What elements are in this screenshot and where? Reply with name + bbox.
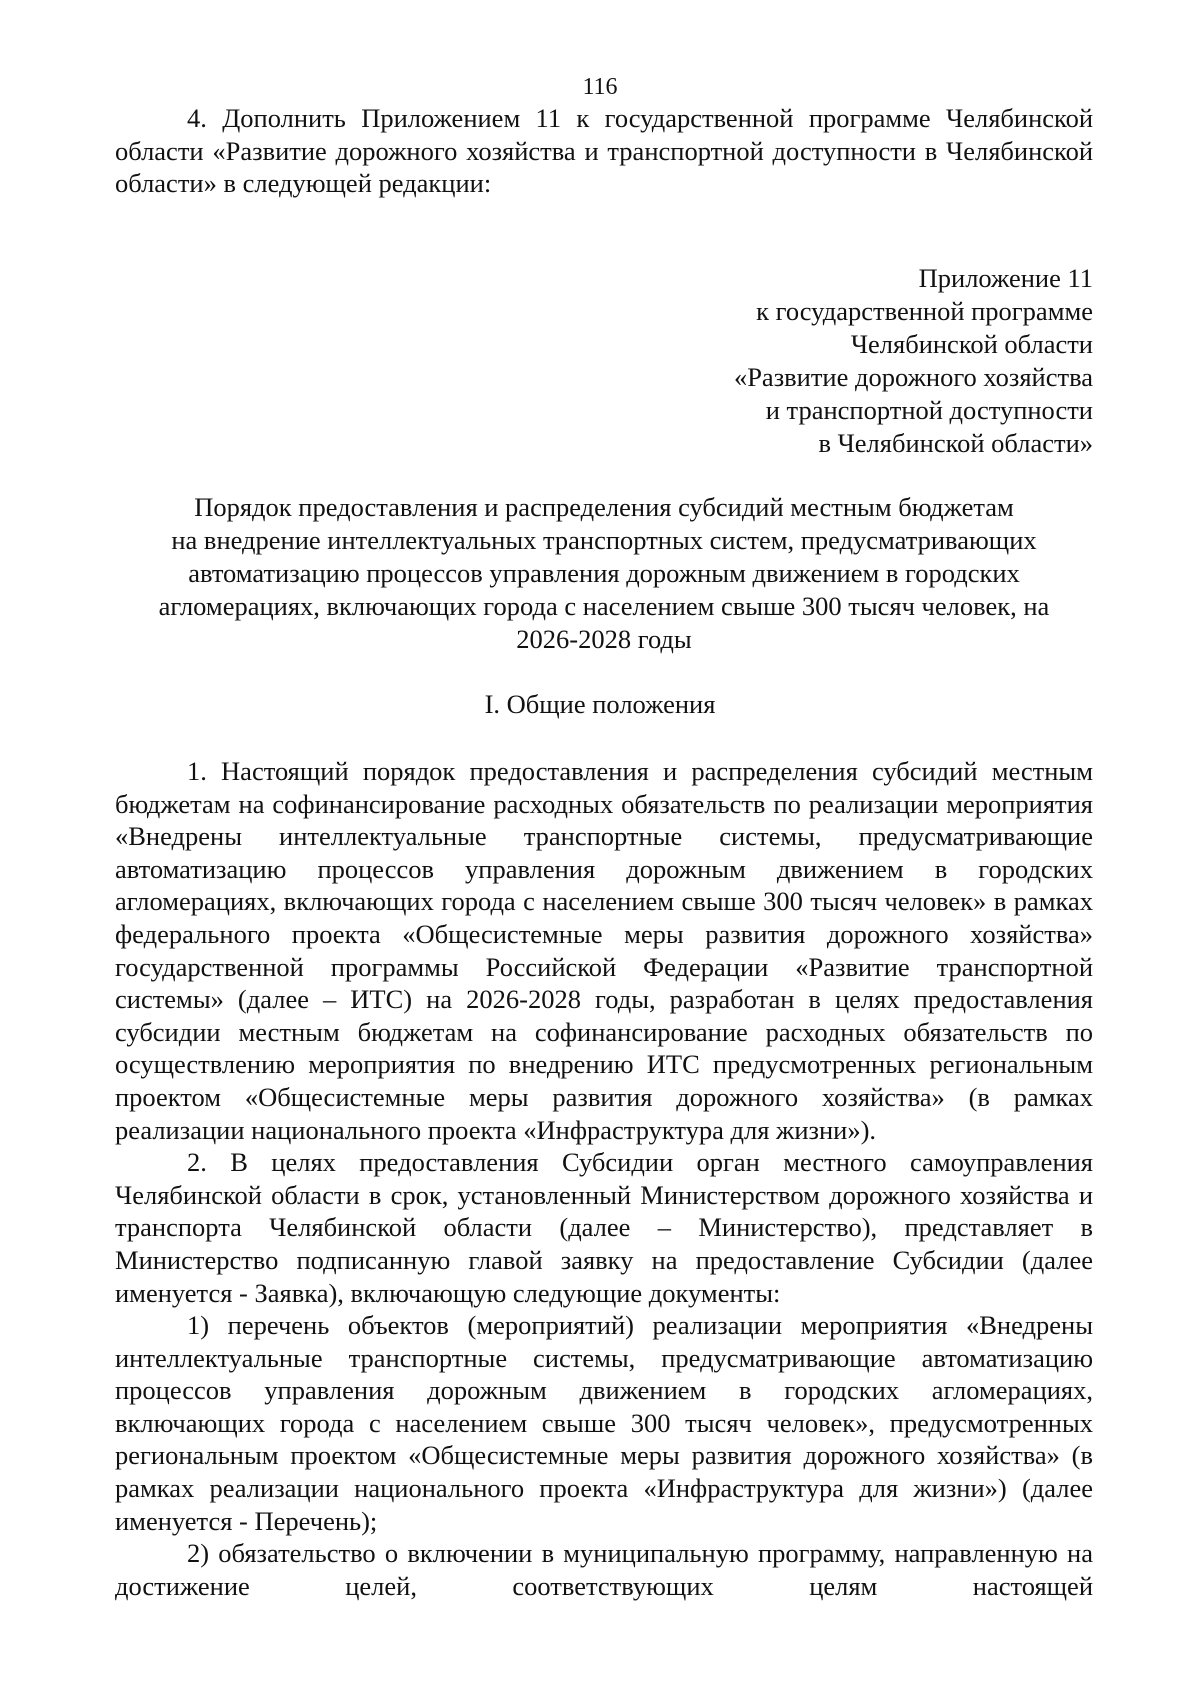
appendix-line: Приложение 11 (918, 263, 1093, 293)
appendix-line: Челябинской области (850, 329, 1093, 359)
appendix-line: «Развитие дорожного хозяйства (733, 362, 1093, 392)
appendix-line: и транспортной доступности (765, 395, 1093, 425)
title-line: Порядок предоставления и распределения субсидий местным бюджетам (194, 492, 1014, 522)
title-line: 2026-2028 годы (516, 624, 692, 654)
paragraph-2: 2. В целях предоставления Субсидии орган местного самоуправления Челябинской области в срок, установленный Министерством дорожного хозяйства и транспорта Челябинской области (далее – Министерство), представляет в Министерство подписанную главой заявку на предоставление Субсидии (далее именуется - Заявка), включающую следующие документы: (115, 1147, 1093, 1308)
title-line: агломерациях, включающих города с населением свыше 300 тысяч человек, на (158, 591, 1050, 621)
title-line: автоматизацию процессов управления дорожным движением в городских (188, 558, 1020, 588)
paragraph-3: 1) перечень объектов (мероприятий) реализации мероприятия «Внедрены интеллектуальные транспортные системы, предусматривающие автоматизацию процессов управления дорожным движением в городских агломерациях, включающих города с населением свыше 300 тысяч человек», предусмотренных региональным проектом «Общесистемные меры развития дорожного хозяйства» (в рамках реализации национального проекта «Инфраструктура для жизни») (далее именуется - Перечень); (115, 1310, 1093, 1536)
main-text (115, 755, 1093, 1602)
page-number: 116 (582, 74, 618, 100)
section-heading: I. Общие положения (484, 689, 716, 719)
appendix-line: в Челябинской области» (818, 428, 1093, 458)
appendix-line: к государственной программе (756, 296, 1093, 326)
title-line: на внедрение интеллектуальных транспортных систем, предусматривающих (171, 525, 1037, 555)
appendix-header (600, 262, 1093, 460)
paragraph-4: 2) обязательство о включении в муниципальную программу, направленную на достижение целей, соответствующих целям настоящей (115, 1538, 1093, 1601)
intro-block (115, 102, 1093, 200)
paragraph-1: 1. Настоящий порядок предоставления и распределения субсидий местным бюджетам на софинансирование расходных обязательств по реализации мероприятия «Внедрены интеллектуальные транспортные системы, предусматривающие автоматизацию процессов управления дорожным движением в городских агломерациях, включающих города с населением свыше 300 тысяч человек» в рамках федерального проекта «Общесистемные меры развития дорожного хозяйства» государственной программы Российской Федерации «Развитие транспортной системы» (далее – ИТС) на 2026-2028 годы, разработан в целях предоставления субсидии местным бюджетам на софинансирование расходных обязательств по осуществлению мероприятия по внедрению ИТС предусмотренных региональным проектом «Общесистемные меры развития дорожного хозяйства» (в рамках реализации национального проекта «Инфраструктура для жизни»). (115, 756, 1093, 1145)
intro-paragraph: 4. Дополнить Приложением 11 к государственной программе Челябинской области «Развитие дорожного хозяйства и транспортной доступности в Челябинской области» в следующей редакции: (115, 103, 1093, 199)
document-title (115, 491, 1093, 656)
